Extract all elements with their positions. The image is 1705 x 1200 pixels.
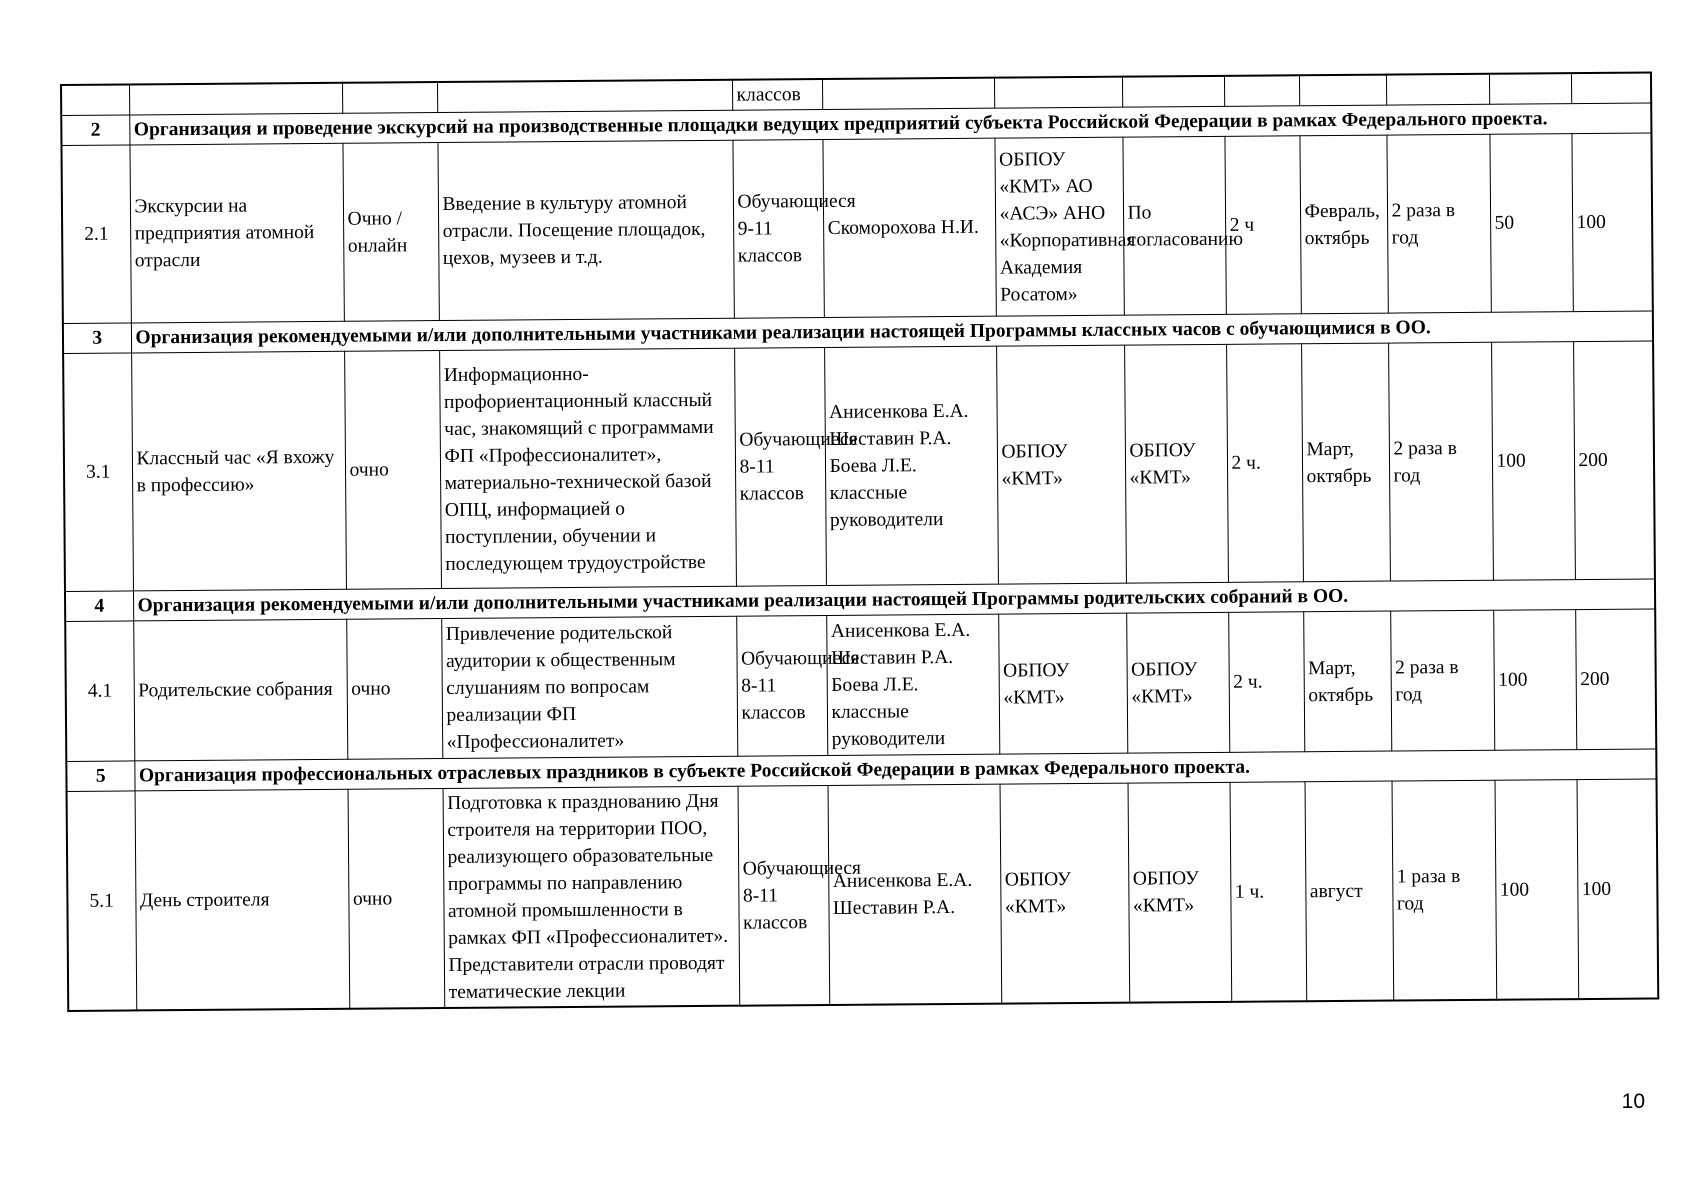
cell-empty bbox=[1571, 73, 1651, 104]
section-number: 3 bbox=[63, 323, 131, 354]
section-number: 4 bbox=[65, 591, 133, 622]
event-value-1: 100 bbox=[1495, 780, 1579, 1000]
event-responsible: Анисенкова Е.А. Шеставин Р.А. Боева Л.Е. классные руководители bbox=[824, 346, 998, 585]
event-period: август bbox=[1305, 781, 1394, 1001]
event-period: Март, октябрь bbox=[1301, 343, 1390, 582]
event-responsible: Анисенкова Е.А. Шеставин Р.А. Боева Л.Е. классные руководители bbox=[826, 614, 999, 755]
event-value-1: 100 bbox=[1491, 342, 1575, 581]
event-organizer: ОБПОУ «КМТ» bbox=[996, 345, 1126, 584]
table-row bbox=[67, 779, 1659, 1011]
cell-empty bbox=[1224, 75, 1299, 106]
cell-empty bbox=[822, 78, 994, 110]
event-period: Март, октябрь bbox=[1303, 611, 1391, 752]
document-sheet bbox=[60, 72, 1657, 1012]
item-number: 2.1 bbox=[61, 145, 130, 324]
event-venue: По согласованию bbox=[1122, 136, 1225, 315]
event-value-1: 100 bbox=[1493, 610, 1576, 751]
event-description: Привлечение родительской аудитории к общественным слушаниям по вопросам реализации ФП «Профессионалитет» bbox=[441, 616, 737, 758]
event-value-2: 100 bbox=[1577, 779, 1659, 999]
cell-empty bbox=[342, 82, 437, 113]
event-value-1: 50 bbox=[1489, 134, 1572, 313]
event-venue: ОБПОУ «КМТ» bbox=[1124, 344, 1228, 583]
table-row bbox=[63, 341, 1655, 591]
event-form: очно bbox=[346, 619, 442, 760]
section-title: Организация рекомендуемыми и/или дополнительными участниками реализации настоящей Программы классных часов с обучающимися в ОО. bbox=[131, 311, 1653, 353]
item-number: 3.1 bbox=[63, 353, 133, 592]
event-audience: Обучающиеся 8-11 классов bbox=[736, 615, 827, 756]
cell-empty bbox=[994, 77, 1122, 109]
event-value-2: 100 bbox=[1571, 133, 1652, 312]
cell-audience: классов bbox=[732, 79, 822, 110]
section-number: 2 bbox=[61, 115, 129, 146]
item-number: 5.1 bbox=[67, 791, 137, 1011]
event-value-2: 200 bbox=[1575, 609, 1656, 750]
event-description: Подготовка к празднованию Дня строителя на территории ПОО, реализующего образовательные программы по направлению атомной промышленности в рамках ФП «Профессионалитет». Представители отрасли проводят тематические лекции bbox=[443, 786, 740, 1008]
event-organizer: ОБПОУ «КМТ» bbox=[1000, 783, 1130, 1003]
event-duration: 1 ч. bbox=[1230, 782, 1307, 1002]
section-title: Организация и проведение экскурсий на производственные площадки ведущих предприятий субъекта Российской Федерации в рамках Федерального проекта. bbox=[129, 103, 1651, 145]
cell-empty bbox=[1299, 75, 1386, 106]
event-frequency: 2 раза в год bbox=[1390, 610, 1494, 751]
section-title: Организация рекомендуемыми и/или дополнительными участниками реализации настоящей Программы родительских собраний в ОО. bbox=[133, 579, 1655, 621]
cell-empty bbox=[61, 84, 129, 115]
event-duration: 2 ч. bbox=[1226, 344, 1303, 583]
event-audience: Обучающиеся 8-11 классов bbox=[738, 785, 830, 1005]
cell-empty bbox=[1386, 74, 1489, 105]
cell-empty bbox=[1122, 76, 1224, 107]
event-audience: Обучающиеся 8-11 классов bbox=[734, 348, 826, 587]
event-form: очно bbox=[348, 789, 445, 1009]
table-row bbox=[65, 609, 1656, 761]
event-period: Февраль, октябрь bbox=[1299, 135, 1387, 314]
event-name: День строителя bbox=[135, 789, 350, 1010]
event-responsible: Анисенкова Е.А. Шеставин Р.А. bbox=[828, 784, 1002, 1005]
event-description: Информационно-профориентационный классный час, знакомящий с программами ФП «Профессионалитет», материально-технической базой ОПЦ, информацией о поступлении, обучении и последующем трудоустройстве bbox=[439, 348, 736, 588]
event-venue: ОБПОУ «КМТ» bbox=[1126, 612, 1229, 753]
cell-empty bbox=[129, 83, 342, 115]
event-form: очно bbox=[344, 351, 441, 590]
event-description: Введение в культуру атомной отрасли. Посещение площадок, цехов, музеев и т.д. bbox=[437, 140, 733, 320]
section-number: 5 bbox=[66, 761, 134, 792]
event-form: Очно / онлайн bbox=[342, 143, 438, 322]
cell-empty bbox=[437, 80, 732, 113]
event-audience: Обучающиеся 9-11 классов bbox=[732, 140, 823, 319]
page-number: 10 bbox=[1621, 1090, 1645, 1113]
event-venue: ОБПОУ «КМТ» bbox=[1128, 782, 1232, 1002]
event-duration: 2 ч bbox=[1224, 136, 1300, 315]
event-responsible: Скоморохова Н.И. bbox=[822, 138, 995, 317]
event-duration: 2 ч. bbox=[1228, 612, 1304, 753]
event-value-2: 200 bbox=[1573, 341, 1655, 580]
cell-empty bbox=[1489, 73, 1571, 104]
item-number: 4.1 bbox=[65, 621, 134, 762]
event-name: Классный час «Я вхожу в профессию» bbox=[131, 351, 346, 591]
event-frequency: 2 раза в год bbox=[1388, 342, 1493, 581]
event-name: Родительские собрания bbox=[133, 619, 347, 761]
table-row bbox=[61, 133, 1652, 323]
event-organizer: ОБПОУ «КМТ» bbox=[998, 613, 1127, 754]
event-name: Экскурсии на предприятия атомной отрасли bbox=[129, 143, 343, 323]
activity-plan-table bbox=[60, 71, 1659, 1011]
event-organizer: ОБПОУ «КМТ» АО «АСЭ» АНО «Корпоративная Академия Росатом» bbox=[994, 137, 1123, 316]
event-frequency: 1 раза в год bbox=[1392, 780, 1497, 1000]
section-title: Организация профессиональных отраслевых праздников в субъекте Российской Федерации в рамках Федерального проекта. bbox=[134, 749, 1656, 791]
event-frequency: 2 раза в год bbox=[1386, 134, 1490, 313]
